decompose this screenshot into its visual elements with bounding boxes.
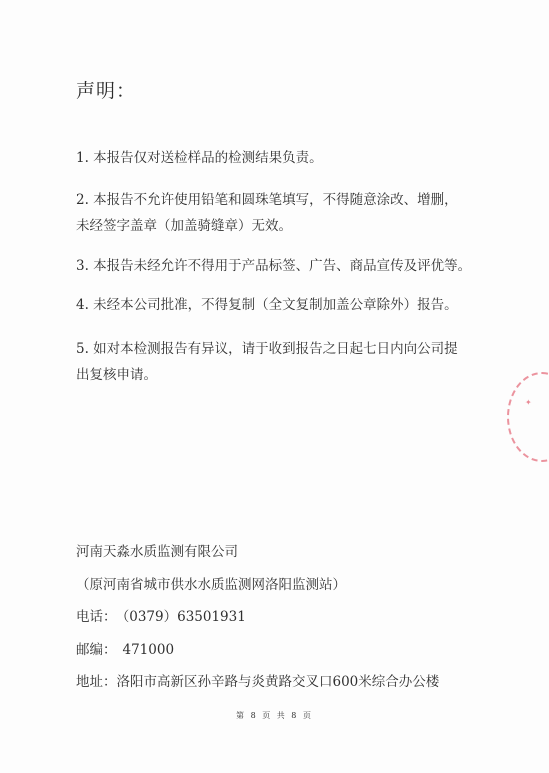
- declaration-item-3-line-1: 3. 本报告未经允许不得用于产品标签、广告、商品宣传及评优等。: [76, 258, 472, 274]
- company-name: 河南天淼水质监测有限公司: [76, 544, 238, 560]
- declaration-item-4: [76, 292, 496, 318]
- postcode-value: 471000: [122, 642, 175, 658]
- address-value: 洛阳市高新区孙辛路与炎黄路交叉口600米综合办公楼: [116, 674, 440, 690]
- declaration-item-4-line-1: 4. 未经本公司批准，不得复制（全文复制加盖公章除外）报告。: [76, 297, 458, 313]
- declaration-item-2-line-2: 未经签字盖章（加盖骑缝章）无效。: [76, 218, 292, 234]
- declaration-title: 声明：: [76, 80, 137, 102]
- phone-label: 电话：: [76, 609, 117, 625]
- declaration-item-1: [76, 145, 496, 171]
- company-postcode-row: [76, 638, 174, 658]
- declaration-item-3: [76, 253, 496, 279]
- address-label: 地址：: [76, 674, 117, 690]
- declaration-item-2: [76, 187, 496, 239]
- declaration-item-5-line-2: 出复核申请。: [76, 367, 157, 383]
- seal-mark-icon: ✦: [525, 398, 532, 407]
- postcode-label: 邮编：: [76, 642, 117, 658]
- declaration-item-5-line-1: 5. 如对本检测报告有异议，请于收到报告之日起七日内向公司提: [76, 341, 458, 357]
- company-address-row: [76, 670, 439, 690]
- declaration-item-5: [76, 336, 496, 388]
- declaration-item-1-line-1: 1. 本报告仅对送检样品的检测结果负责。: [76, 150, 323, 166]
- company-former-name: （原河南省城市供水水质监测网洛阳监测站）: [76, 577, 346, 593]
- phone-value: （0379）63501931: [122, 609, 246, 625]
- company-phone-row: [76, 605, 246, 625]
- declaration-item-2-line-1: 2. 本报告不允许使用铅笔和圆珠笔填写，不得随意涂改、增删，: [76, 192, 458, 208]
- page-number-footer: 第 8 页 共 8 页: [236, 711, 313, 720]
